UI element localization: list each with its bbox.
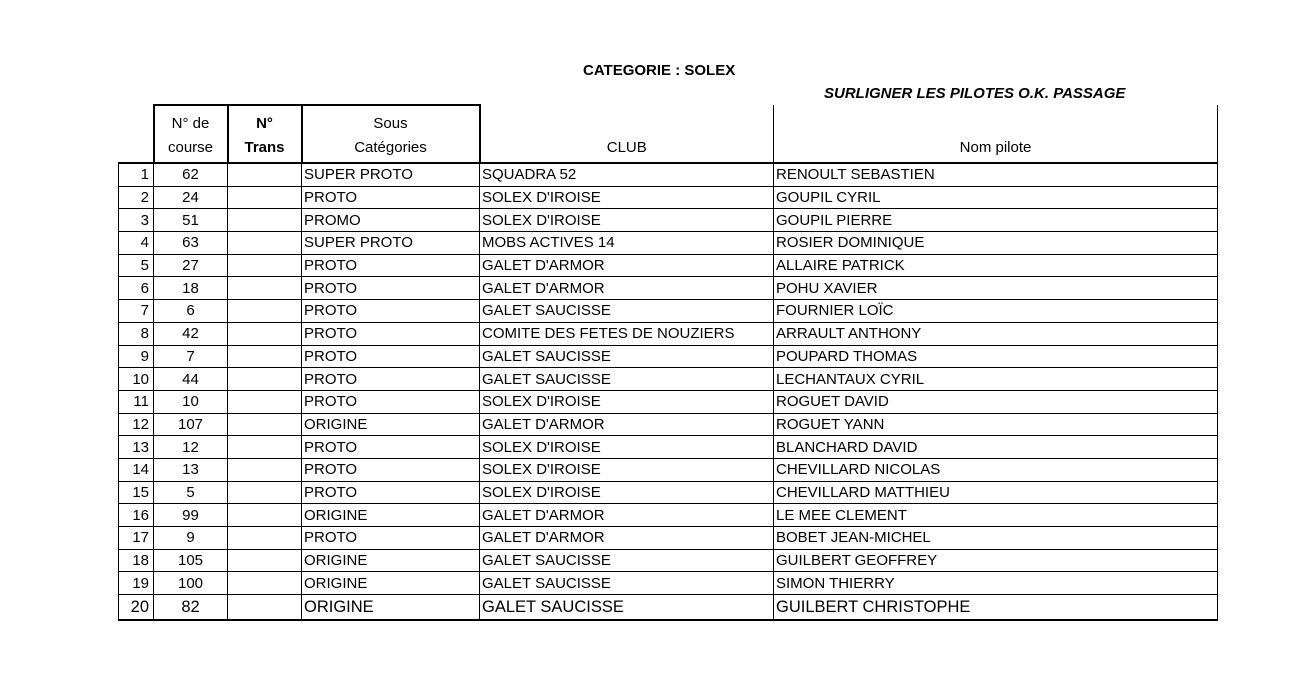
pilote-name-cell: GOUPIL CYRIL <box>774 186 1218 209</box>
table-row <box>119 527 1218 550</box>
table-row <box>119 163 1218 186</box>
row-index-cell: 3 <box>119 209 154 232</box>
sous-categorie-cell: PROTO <box>302 322 480 345</box>
sous-categorie-cell: PROTO <box>302 390 480 413</box>
club-cell: SOLEX D'IROISE <box>480 481 774 504</box>
row-index-cell: 13 <box>119 436 154 459</box>
table-row <box>119 481 1218 504</box>
course-number-cell: 24 <box>154 186 228 209</box>
sous-categorie-cell: PROTO <box>302 254 480 277</box>
course-number-cell: 99 <box>154 504 228 527</box>
club-cell: SOLEX D'IROISE <box>480 209 774 232</box>
trans-number-cell <box>228 186 302 209</box>
table-row <box>119 232 1218 255</box>
pilote-name-cell: GUILBERT GEOFFREY <box>774 549 1218 572</box>
row-index-cell: 11 <box>119 390 154 413</box>
trans-number-cell <box>228 254 302 277</box>
club-cell: SOLEX D'IROISE <box>480 390 774 413</box>
pilote-name-cell: ROGUET YANN <box>774 413 1218 436</box>
trans-number-cell <box>228 232 302 255</box>
table-row <box>119 277 1218 300</box>
pilote-name-cell: LE MEE CLEMENT <box>774 504 1218 527</box>
instruction-note: SURLIGNER LES PILOTES O.K. PASSAGE <box>824 85 1126 102</box>
table-row <box>119 345 1218 368</box>
club-cell: GALET D'ARMOR <box>480 504 774 527</box>
sous-categorie-cell: PROTO <box>302 277 480 300</box>
club-cell: GALET SAUCISSE <box>480 572 774 595</box>
row-index-cell: 6 <box>119 277 154 300</box>
row-index-cell: 19 <box>119 572 154 595</box>
table-row <box>119 436 1218 459</box>
course-number-cell: 5 <box>154 481 228 504</box>
pilote-name-cell: BLANCHARD DAVID <box>774 436 1218 459</box>
course-number-cell: 42 <box>154 322 228 345</box>
pilote-name-cell: CHEVILLARD MATTHIEU <box>774 481 1218 504</box>
course-number-cell: 10 <box>154 390 228 413</box>
table-row <box>119 322 1218 345</box>
sous-categorie-cell: PROTO <box>302 436 480 459</box>
row-index-cell: 12 <box>119 413 154 436</box>
table-row <box>119 595 1218 621</box>
course-number-cell: 82 <box>154 595 228 621</box>
course-number-cell: 105 <box>154 549 228 572</box>
table-row <box>119 209 1218 232</box>
table-row <box>119 572 1218 595</box>
sous-categorie-cell: SUPER PROTO <box>302 163 480 186</box>
course-number-cell: 44 <box>154 368 228 391</box>
club-cell: GALET SAUCISSE <box>480 300 774 323</box>
pilote-name-cell: FOURNIER LOÏC <box>774 300 1218 323</box>
club-cell: GALET SAUCISSE <box>480 345 774 368</box>
table-row <box>119 390 1218 413</box>
row-index-cell: 18 <box>119 549 154 572</box>
sous-categorie-cell: PROMO <box>302 209 480 232</box>
sous-categorie-cell: PROTO <box>302 186 480 209</box>
sous-categorie-cell: ORIGINE <box>302 413 480 436</box>
header-sous-line2: Catégories <box>354 139 427 156</box>
row-index-cell: 14 <box>119 458 154 481</box>
club-cell: MOBS ACTIVES 14 <box>480 232 774 255</box>
row-index-cell: 8 <box>119 322 154 345</box>
trans-number-cell <box>228 209 302 232</box>
page-title: CATEGORIE : SOLEX <box>583 62 736 79</box>
pilote-name-cell: POHU XAVIER <box>774 277 1218 300</box>
header-course-line1: N° de <box>171 115 210 132</box>
trans-number-cell <box>228 322 302 345</box>
sous-categorie-cell: PROTO <box>302 481 480 504</box>
trans-number-cell <box>228 549 302 572</box>
trans-number-cell <box>228 345 302 368</box>
club-cell: SOLEX D'IROISE <box>480 186 774 209</box>
pilote-name-cell: LECHANTAUX CYRIL <box>774 368 1218 391</box>
pilote-name-cell: RENOULT SEBASTIEN <box>774 163 1218 186</box>
row-index-cell: 5 <box>119 254 154 277</box>
table-row <box>119 368 1218 391</box>
row-index-cell: 17 <box>119 527 154 550</box>
header-course-number <box>154 105 228 163</box>
pilote-name-cell: ARRAULT ANTHONY <box>774 322 1218 345</box>
header-sous-line1: Sous <box>373 115 408 132</box>
club-cell: COMITE DES FETES DE NOUZIERS <box>480 322 774 345</box>
club-cell: SOLEX D'IROISE <box>480 436 774 459</box>
header-trans-number <box>228 105 302 163</box>
row-index-cell: 20 <box>119 595 154 621</box>
table-row <box>119 504 1218 527</box>
header-club-label: CLUB <box>606 139 647 156</box>
course-number-cell: 9 <box>154 527 228 550</box>
pilote-name-cell: ALLAIRE PATRICK <box>774 254 1218 277</box>
table-row <box>119 413 1218 436</box>
trans-number-cell <box>228 163 302 186</box>
course-number-cell: 7 <box>154 345 228 368</box>
table-row <box>119 549 1218 572</box>
course-number-cell: 27 <box>154 254 228 277</box>
club-cell: GALET D'ARMOR <box>480 413 774 436</box>
course-number-cell: 18 <box>154 277 228 300</box>
row-index-cell: 1 <box>119 163 154 186</box>
trans-number-cell <box>228 300 302 323</box>
sous-categorie-cell: PROTO <box>302 458 480 481</box>
course-number-cell: 13 <box>154 458 228 481</box>
pilote-name-cell: POUPARD THOMAS <box>774 345 1218 368</box>
pilote-name-cell: GOUPIL PIERRE <box>774 209 1218 232</box>
trans-number-cell <box>228 572 302 595</box>
table-row <box>119 458 1218 481</box>
header-pilote-label: Nom pilote <box>959 139 1032 156</box>
pilote-name-cell: ROSIER DOMINIQUE <box>774 232 1218 255</box>
sous-categorie-cell: ORIGINE <box>302 504 480 527</box>
trans-number-cell <box>228 368 302 391</box>
header-club <box>480 105 774 163</box>
row-index-cell: 7 <box>119 300 154 323</box>
course-number-cell: 62 <box>154 163 228 186</box>
course-number-cell: 6 <box>154 300 228 323</box>
club-cell: GALET D'ARMOR <box>480 254 774 277</box>
trans-number-cell <box>228 277 302 300</box>
table-row <box>119 300 1218 323</box>
sous-categorie-cell: PROTO <box>302 345 480 368</box>
trans-number-cell <box>228 458 302 481</box>
trans-number-cell <box>228 481 302 504</box>
row-index-cell: 9 <box>119 345 154 368</box>
row-index-cell: 4 <box>119 232 154 255</box>
pilote-name-cell: SIMON THIERRY <box>774 572 1218 595</box>
table-row <box>119 254 1218 277</box>
course-number-cell: 63 <box>154 232 228 255</box>
header-trans-line2: Trans <box>244 139 285 156</box>
club-cell: SOLEX D'IROISE <box>480 458 774 481</box>
club-cell: GALET SAUCISSE <box>480 549 774 572</box>
header-sous-categories <box>302 105 480 163</box>
club-cell: GALET D'ARMOR <box>480 527 774 550</box>
sous-categorie-cell: ORIGINE <box>302 595 480 621</box>
club-cell: GALET SAUCISSE <box>480 368 774 391</box>
sous-categorie-cell: ORIGINE <box>302 572 480 595</box>
header-pilote <box>774 105 1218 163</box>
header-course-line2: course <box>167 139 214 156</box>
course-number-cell: 12 <box>154 436 228 459</box>
header-trans-line1: N° <box>256 115 273 132</box>
pilote-name-cell: ROGUET DAVID <box>774 390 1218 413</box>
table-header-row <box>119 105 1218 163</box>
course-number-cell: 100 <box>154 572 228 595</box>
trans-number-cell <box>228 527 302 550</box>
header-index-cell <box>119 105 154 163</box>
club-cell: SQUADRA 52 <box>480 163 774 186</box>
sous-categorie-cell: PROTO <box>302 300 480 323</box>
row-index-cell: 2 <box>119 186 154 209</box>
row-index-cell: 15 <box>119 481 154 504</box>
trans-number-cell <box>228 504 302 527</box>
sous-categorie-cell: PROTO <box>302 368 480 391</box>
trans-number-cell <box>228 436 302 459</box>
row-index-cell: 10 <box>119 368 154 391</box>
pilote-name-cell: BOBET JEAN-MICHEL <box>774 527 1218 550</box>
sous-categorie-cell: SUPER PROTO <box>302 232 480 255</box>
club-cell: GALET D'ARMOR <box>480 277 774 300</box>
trans-number-cell <box>228 413 302 436</box>
course-number-cell: 51 <box>154 209 228 232</box>
club-cell: GALET SAUCISSE <box>480 595 774 621</box>
course-number-cell: 107 <box>154 413 228 436</box>
row-index-cell: 16 <box>119 504 154 527</box>
trans-number-cell <box>228 390 302 413</box>
pilote-name-cell: CHEVILLARD NICOLAS <box>774 458 1218 481</box>
table-row <box>119 186 1218 209</box>
pilot-table <box>118 104 1218 621</box>
trans-number-cell <box>228 595 302 621</box>
sous-categorie-cell: ORIGINE <box>302 549 480 572</box>
sous-categorie-cell: PROTO <box>302 527 480 550</box>
pilote-name-cell: GUILBERT CHRISTOPHE <box>774 595 1218 621</box>
